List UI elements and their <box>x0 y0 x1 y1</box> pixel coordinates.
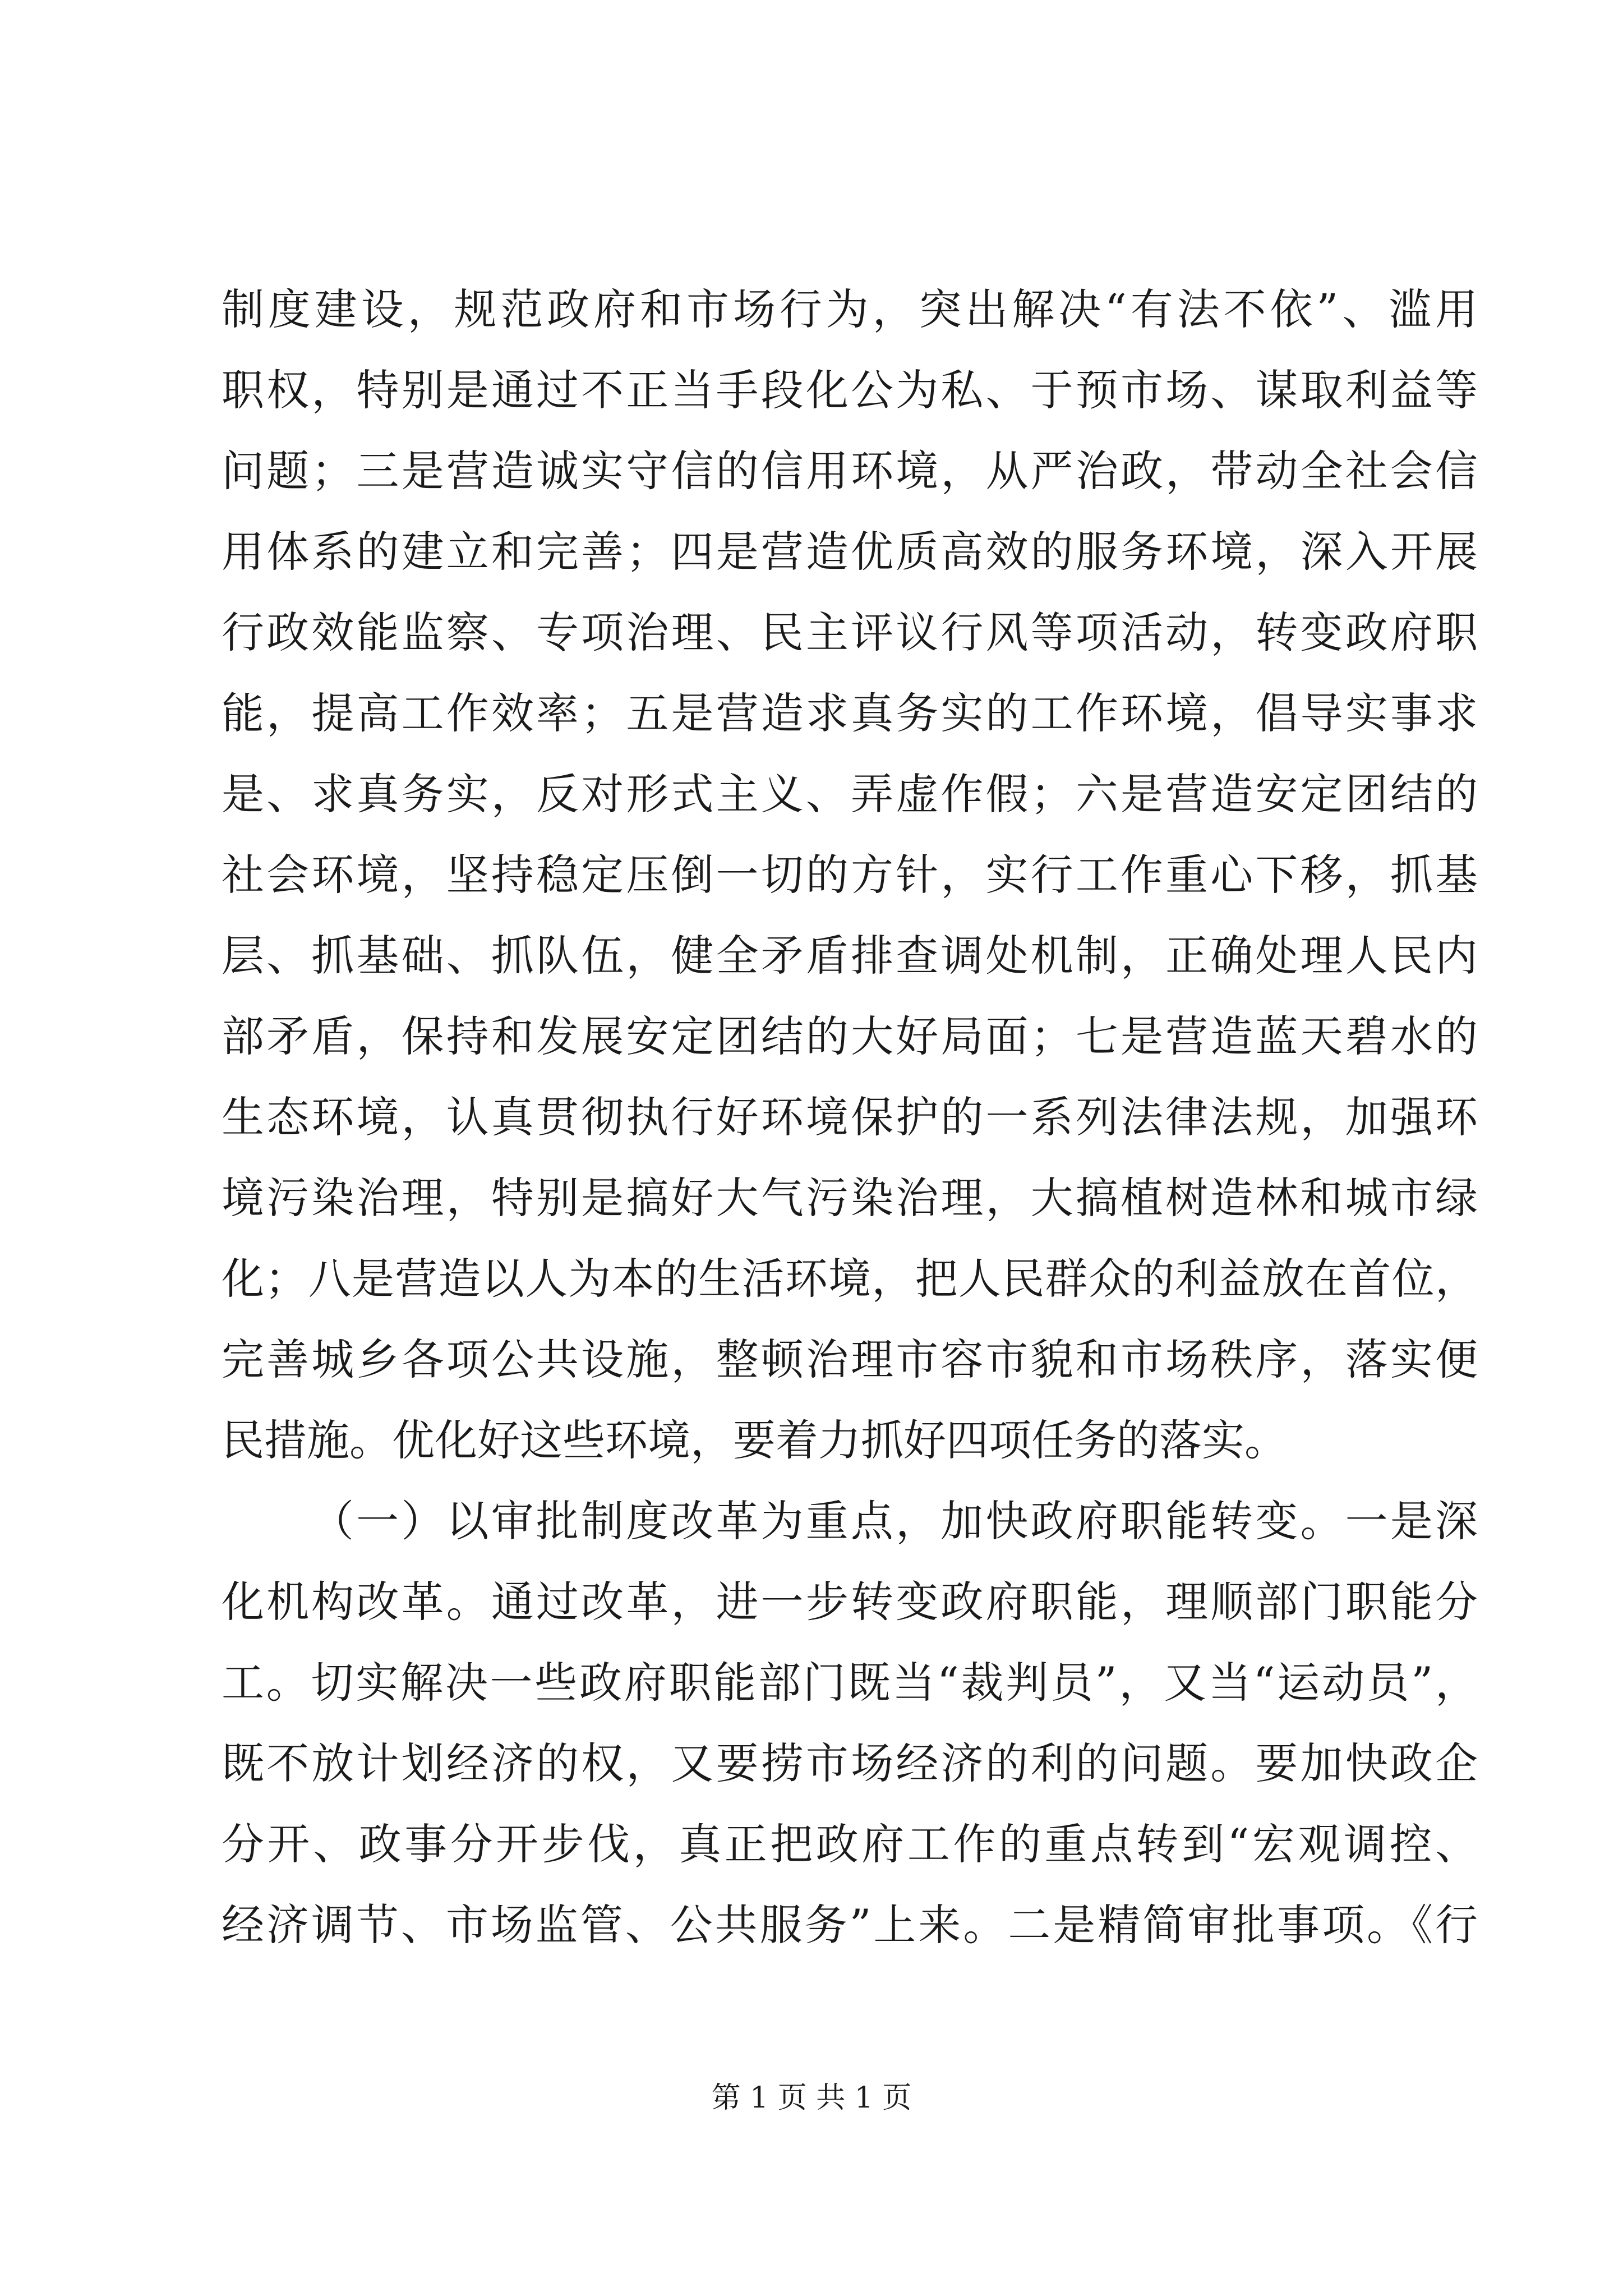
text-line-16: （一）以审批制度改革为重点，加快政府职能转变。一是深 <box>311 1496 1478 1546</box>
text-line-2: 职权，特别是通过不正当手段化公为私、于预市场、谋取利益等 <box>222 365 1478 415</box>
document-body <box>222 269 1478 1966</box>
text-line-14: 完善城乡各项公共设施，整顿治理市容市貌和市场秩序，落实便 <box>222 1335 1478 1384</box>
text-line-18: 工。切实解决一些政府职能部门既当“裁判员”，又当“运动员”， <box>222 1658 1478 1708</box>
text-line-13: 化；八是营造以人为本的生活环境，把人民群众的利益放在首位， <box>222 1254 1478 1304</box>
text-line-1: 制度建设，规范政府和市场行为，突出解决“有法不依”、滥用 <box>222 284 1478 334</box>
text-line-11: 生态环境，认真贯彻执行好环境保护的一系列法律法规，加强环 <box>222 1092 1478 1142</box>
text-line-12: 境污染治理，特别是搞好大气污染治理，大搞植树造林和城市绿 <box>222 1173 1478 1223</box>
text-line-7: 是、求真务实，反对形式主义、弄虚作假；六是营造安定团结的 <box>222 769 1478 819</box>
text-line-17: 化机构改革。通过改革，进一步转变政府职能，理顺部门职能分 <box>222 1577 1478 1627</box>
text-line-3: 问题；三是营造诚实守信的信用环境，从严治政，带动全社会信 <box>222 446 1478 496</box>
page-footer <box>0 2076 1623 2120</box>
text-line-21: 经济调节、市场监管、公共服务”上来。二是精简审批事项。《行 <box>222 1900 1478 1950</box>
text-line-5: 行政效能监察、专项治理、民主评议行风等项活动，转变政府职 <box>222 608 1478 657</box>
text-line-19: 既不放计划经济的权，又要捞市场经济的利的问题。要加快政企 <box>222 1738 1478 1788</box>
text-line-4: 用体系的建立和完善；四是营造优质高效的服务环境，深入开展 <box>222 527 1478 577</box>
text-line-6: 能，提高工作效率；五是营造求真务实的工作环境，倡导实事求 <box>222 688 1478 738</box>
text-line-10: 部矛盾，保持和发展安定团结的大好局面；七是营造蓝天碧水的 <box>222 1011 1478 1061</box>
text-line-20: 分开、政事分开步伐，真正把政府工作的重点转到“宏观调控、 <box>222 1819 1478 1869</box>
text-line-8: 社会环境，坚持稳定压倒一切的方针，实行工作重心下移，抓基 <box>222 850 1478 900</box>
page-number: 第 1 页 共 1 页 <box>711 2081 912 2115</box>
text-line-9: 层、抓基础、抓队伍，健全矛盾排查调处机制，正确处理人民内 <box>222 931 1478 981</box>
text-line-15: 民措施。优化好这些环境，要着力抓好四项任务的落实。 <box>222 1415 1287 1465</box>
